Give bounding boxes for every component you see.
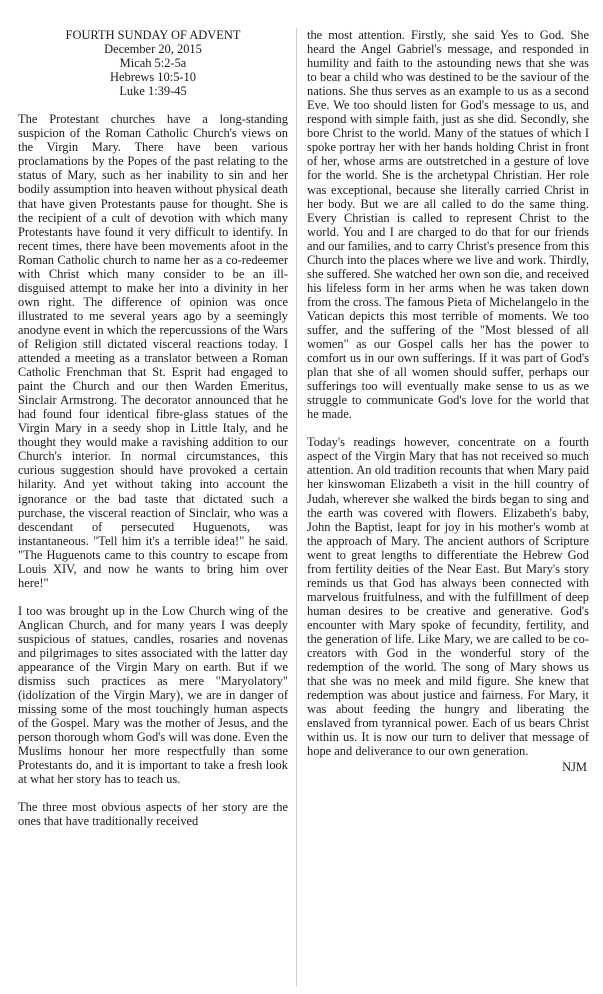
paragraph: The Protestant churches have a long-standing suspicion of the Roman Catholic Church's views on the Virgin Mary. There have been various proclamations by the Popes of the past relating to the status of Mary, such as her inability to sin and her bodily assumption into heaven without physical death that have given Protestants pause for thought. She is the recipient of a cult of devotion with which many Protestants have found it very difficult to identify. In recent times, there have been movements afoot in the Roman Catholic church to name her as a co-redeemer with Christ which many consider to be an ill-disguised attempt to make her into a divinity in her own right. The difference of opinion was once illustrated to me several years ago by a seemingly anodyne event in which the repercussions of the Wars of Religion still dictated visceral reactions today. I attended a meeting as a translator between a Roman Catholic Frenchman that St. Esprit had engaged to paint the Church and our then Warden Emeritus, Sinclair Armstrong. The decorator announced that he had found four identical fibre-glass statues of the Virgin Mary in a seedy shop in Little Italy, and he thought they would make a ravishing addition to our Church's interior. In normal circumstances, this curious suggestion should have provoked a certain hilarity. And yet without taking into account the ignorance or the bad taste that dictated such a purchase, the visceral reaction of Sinclair, who was a descendant of persecuted Huguenots, was instantaneous. "Tell him it's a terrible idea!" he said. "The Huguenots came to this country to escape from Louis XIV, and now he wants to bring him over here!" (18, 112, 288, 590)
sermon-title: FOURTH SUNDAY OF ADVENT (65, 28, 241, 42)
paragraph: The three most obvious aspects of her story are the ones that have traditionally received (18, 800, 288, 829)
paragraph: the most attention. Firstly, she said Yes to God. She heard the Angel Gabriel's message, and responded in humility and faith to the astounding news that she was to bear a child who was destined to be the saviour of the nations. She thus serves as an example to us as a second Eve. We too should listen for God's message to us, and respond with simple faith, just as she did. Secondly, she bore Christ to the world. Many of the statues of which I spoke portray her with her hands holding Christ in front of her, whose arms are outstretched in a gesture of love for the world. She is the archetypal Christian. Her role was exceptional, because she literally carried Christ in her body. But we are all called to do the same thing. Every Christian is called to represent Christ to the world. You and I are charged to do that for our friends and our families, and to carry Christ's presence from this Church into the places where we live and work. Thirdly, she suffered. She watched her own son die, and received his lifeless form in her arms when he was taken down from the cross. The famous Pieta of Michelangelo in the Vatican depicts this most terrible of moments. We too suffer, and the suffering of the "Most blessed of all women" as our Gospel calls her has the power to comfort us in our own sufferings. If it was part of God's plan that she of all women should suffer, perhaps our sufferings too will eventually make sense to us as we struggle to communicate God's love for the world that he made. (307, 28, 589, 422)
paragraph: I too was brought up in the Low Church wing of the Anglican Church, and for many years I was deeply suspicious of statues, candles, rosaries and novenas and pilgrimages to sites associated with the latter day appearance of the Virgin Mary on earth. But if we dismiss such practices as mere "Maryolatory" (idolization of the Virgin Mary), we are in danger of missing some of the most touchingly human aspects of the Gospel. Mary was the mother of Jesus, and the person thorough whom God's will was done. Even the Muslims honour her more respectfully than some Protestants do, and it is important to take a fresh look at what her story has to teach us. (18, 603, 288, 787)
paragraph: Today's readings however, concentrate on a fourth aspect of the Virgin Mary that has not received so much attention. An old tradition recounts that when Mary paid her kinswoman Elizabeth a visit in the hill country of Judah, wherever she walked the birds began to sing and the earth was covered with flowers. Elizabeth's baby, John the Baptist, leapt for joy in his mother's womb at the approach of Mary. The ancient authors of Scripture went to great lengths to differentiate the Hebrew God from fertility deities of the Near East. But Mary's story reminds us that God has always been connected with marvelous fruitfulness, and with the fulfillment of deep human desires to be creative and generative. God's encounter with Mary spoke of fecundity, fertility, and the generation of life. Like Mary, we are called to be co-creators with God in the wonderful story of the redemption of the world. The song of Mary shows us that she was no meek and mild figure. She knew that redemption was about justice and fairness. For Mary, it was about feeding the hungry and liberating the enslaved from tyrannical power. Each of us bears Christ within us. It is now our turn to deliver that message of hope and deliverance to our own generation. (307, 435, 589, 759)
sermon-heading (18, 28, 288, 98)
reading-1: Micah 5:2-5a (119, 56, 187, 71)
sermon-date: December 20, 2015 (104, 42, 202, 57)
signature: NJM (562, 760, 587, 775)
right-column (297, 28, 589, 986)
left-column (18, 28, 297, 986)
reading-3: Luke 1:39-45 (119, 84, 187, 99)
two-column-layout (18, 28, 589, 986)
reading-2: Hebrews 10:5-10 (109, 70, 196, 85)
